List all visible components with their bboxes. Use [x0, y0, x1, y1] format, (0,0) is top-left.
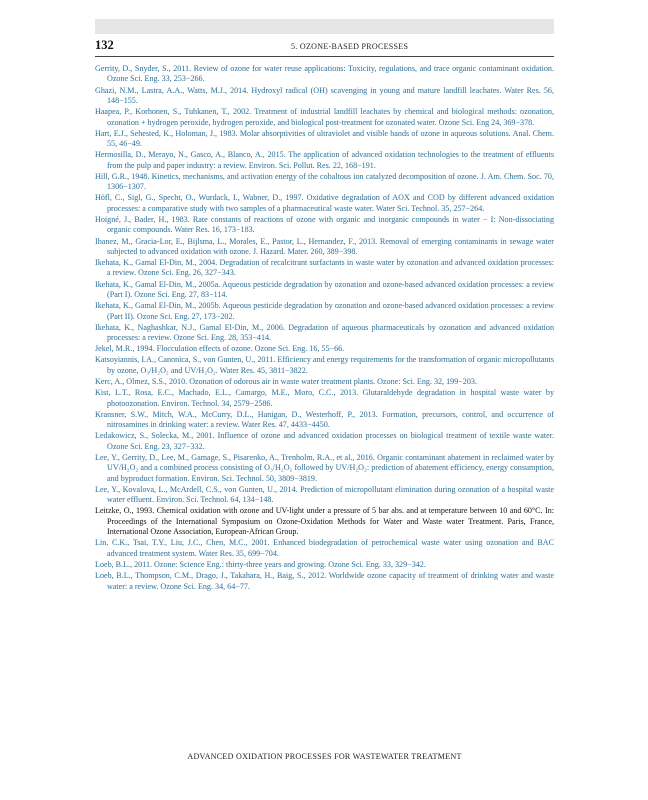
reference-item[interactable]: Hart, E.J., Sehested, K., Holoman, J., 1983. Molar absorptivities of ultraviolet and visible bands of ozone in aqueous solutions. Anal. Chem. 55, 46−49.: [95, 128, 554, 149]
reference-item[interactable]: Lin, C.K., Tsai, T.Y., Liu, J.C., Chen, M.C., 2001. Enhanced biodegradation of petrochemical waste water using ozonation and BAC advanced treatment system. Water Res. 35, 699−704.: [95, 538, 554, 558]
book-title-footer: ADVANCED OXIDATION PROCESSES FOR WASTEWATER TREATMENT: [187, 752, 462, 761]
reference-item[interactable]: Ikehata, K., Gamal El-Din, M., 2005a. Aqueous pesticide degradation by ozonation and ozone-based advanced oxidation processes: a review (Part I). Ozone Sci. Eng. 27, 83−114.: [95, 279, 554, 300]
running-head: 5. OZONE-BASED PROCESSES: [291, 42, 409, 51]
header-divider: [95, 56, 554, 57]
reference-item[interactable]: Ghazi, N.M., Lastra, A.A., Watts, M.J., 2014. Hydroxyl radical (OH) scavenging in young and mature landfill leachates. Water Res. 56, 148−155.: [95, 85, 554, 105]
reference-item: Leitzke, O., 1993. Chemical oxidation with ozone and UV-light under a pressure of 5 bar abs. and at temperature between 10 and 60°C. In: Proceedings of the International Symposium on Ozone-Oxidation Methods for Water and Waste water Treatment. Paris, France, International Ozone Association, European-African Group.: [95, 506, 554, 537]
reference-item[interactable]: Ikehata, K., Naghashkar, N.J., Gamal El-Din, M., 2006. Degradation of aqueous pharmaceuticals by ozonation and advanced oxidation processes: a review. Ozone Sci. Eng. 28, 353−414.: [95, 322, 554, 343]
reference-item[interactable]: Jekel, M.R., 1994. Flocculation effects of ozone. Ozone Sci. Eng. 16, 55−66.: [95, 344, 345, 354]
reference-item[interactable]: Hill, G.R., 1948. Kinetics, mechanisms, and activation energy of the cobaltous ion catalyzed decomposition of ozone. J. Am. Chem. Soc. 70, 1306−1307.: [95, 171, 554, 192]
reference-item[interactable]: Lee, Y., Kovalova, L., McArdell, C.S., von Gunten, U., 2014. Prediction of micropollutant elimination during ozonation of a hospital waste water effluent. Environ. Sci. Technol. 64, 134−148.: [95, 484, 554, 505]
reference-item[interactable]: Katsoyiannis, I.A., Canonica, S., von Gunten, U., 2011. Efficiency and energy requirements for the transformation of organic micropollutants by ozone, O₃/H₂O₂ and UV/H₂O₂. Water Res. 45, 3811−3822.: [95, 355, 554, 375]
reference-item[interactable]: Kist, L.T., Rosa, E.C., Machado, E.L., Camargo, M.E., Moro, C.C., 2013. Glutaraldehyde degradation in hospital waste water by photoozonation. Environ. Technol. 34, 2579−2586.: [95, 388, 554, 408]
reference-item[interactable]: Hoigné, J., Bader, H., 1983. Rate constants of reactions of ozone with organic and inorganic compounds in water − I: Non-dissociating organic compounds. Water Res. 16, 173−183.: [95, 214, 554, 235]
reference-item[interactable]: Ledakowicz, S., Solecka, M., 2001. Influence of ozone and advanced oxidation processes on biological treatment of textile waste water. Ozone Sci. Eng. 23, 327−332.: [95, 431, 554, 451]
reference-item[interactable]: Hermosilla, D., Merayo, N., Gasco, A., Blanco, A., 2015. The application of advanced oxidation technologies to the treatment of effluents from the pulp and paper industry: a review. Environ. Sci. Pollut. Res. 22, 168−191.: [95, 150, 554, 170]
reference-item[interactable]: Ikehata, K., Gamal El-Din, M., 2005b. Aqueous pesticide degradation by ozonation and ozone-based advanced oxidation processes: a review (Part II). Ozone Sci. Eng. 27, 173−202.: [95, 301, 554, 321]
reference-item[interactable]: Loeb, B.L., Thompson, C.M., Drago, J., Takahara, H., Baig, S., 2012. Worldwide ozone capacity of treatment of drinking water and waste water: a review. Ozone Sci. Eng. 34, 64−77.: [95, 571, 554, 591]
header-band: [95, 19, 554, 34]
reference-item[interactable]: Loeb, B.L., 2011. Ozone: Science Eng.: thirty-three years and growing. Ozone Sci. Eng. 33, 329−342.: [95, 559, 426, 569]
reference-item[interactable]: Gerrity, D., Snyder, S., 2011. Review of ozone for water reuse applications: Toxicity, regulations, and trace organic contaminant oxidation. Ozone Sci. Eng. 33, 253−266.: [95, 64, 554, 84]
reference-item[interactable]: Höfl, C., Sigl, G., Specht, O., Wurdack, I., Wabner, D., 1997. Oxidative degradation of AOX and COD by different advanced oxidation processes: a comparative study with two samples of a pharmaceutical waste water. Water Sci. Technol. 35, 257−264.: [95, 193, 554, 213]
page-header: [95, 40, 554, 56]
reference-list: [95, 64, 554, 593]
reference-item[interactable]: Kransner, S.W., Mitch, W.A., McCurry, D.L., Hanigan, D., Westerhoff, P., 2013. Formation, precursors, control, and occurrence of nitrosamines in drinking water: a review. Water Res. 47, 4433−4450.: [95, 409, 554, 430]
reference-item[interactable]: Haapea, P., Korhonen, S., Tuhkanen, T., 2002. Treatment of industrial landfill leachates by chemical and biological methods: ozonation, ozonation + hydrogen peroxide, hydrogen peroxide, and biological post-treatment for ozonated water. Ozone Sci. Eng 24, 369−378.: [95, 107, 554, 127]
reference-item[interactable]: Lee, Y., Gerrity, D., Lee, M., Gamage, S., Pisarenko, A., Trenholm, R.A., et al., 2016. Organic contaminant abatement in reclaimed water by UV/H₂O₂ and a combined process consisting of O₃/H₂O₂ followed by UV/H₂O₂: prediction of abatement efficiency, energy consumption, and byproduct formation. Environ. Sci. Technol. 50, 3809−3819.: [95, 452, 554, 483]
page-number: 132: [95, 38, 114, 52]
reference-item[interactable]: Kerc, A., Olmez, S.S., 2010. Ozonation of odorous air in waste water treatment plants. Ozone: Sci. Eng. 32, 199−203.: [95, 377, 477, 387]
reference-item[interactable]: Ibanez, M., Gracia-Lor, E., Bijlsma, L., Morales, E., Pastor, L., Hernandez, F., 2013. Removal of emerging contaminants in sewage water subjected to advanced oxidation with ozone. J. Hazard. Mater. 260, 389−398.: [95, 236, 554, 256]
reference-item[interactable]: Ikehata, K., Gamal El-Din, M., 2004. Degradation of recalcitrant surfactants in waste water by ozonation and advanced oxidation processes: a review. Ozone Sci. Eng. 26, 327−343.: [95, 258, 554, 278]
